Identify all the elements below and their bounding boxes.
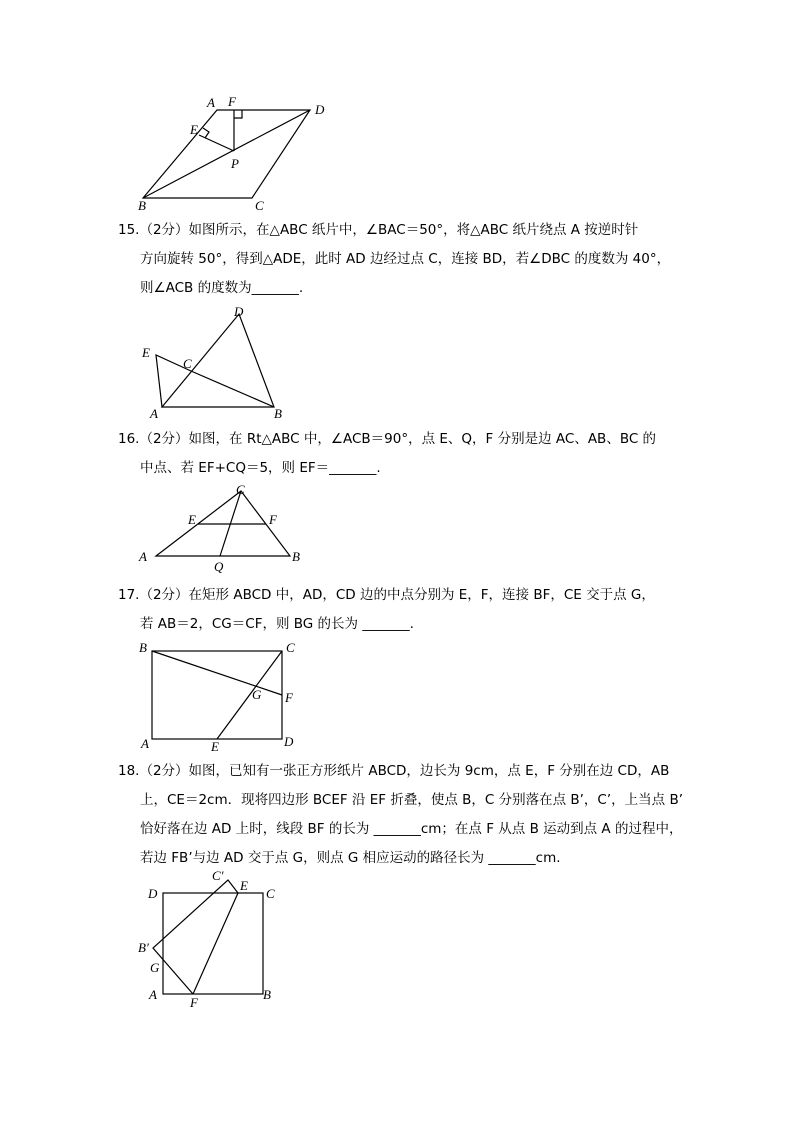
segment-bc	[191, 371, 274, 407]
label-b-prime: B′	[138, 940, 149, 955]
question-17-line-2: 若 AB＝2，CG＝CF，则 BG 的长为 _______.	[140, 616, 414, 632]
square-abcd	[163, 893, 263, 994]
label-a: A	[141, 736, 149, 751]
segment-bf	[152, 651, 282, 695]
segment-ce	[217, 651, 282, 739]
label-f: F	[269, 512, 277, 527]
label-p: P	[231, 156, 239, 171]
right-angle-mark-f	[234, 110, 242, 118]
label-e: E	[142, 345, 150, 360]
figure-15	[135, 300, 295, 425]
question-16-line-2: 中点、若 EF+CQ＝5，则 EF＝_______.	[140, 460, 381, 476]
figure-16	[135, 480, 310, 575]
rectangle-abcd	[152, 651, 282, 739]
question-16	[118, 425, 698, 483]
label-c: C	[236, 482, 245, 497]
label-e: E	[188, 512, 196, 527]
label-g: G	[252, 687, 262, 702]
label-b: B	[263, 987, 271, 1002]
label-d: D	[315, 102, 325, 117]
label-f: F	[228, 94, 236, 109]
label-e: E	[190, 122, 198, 137]
label-f: F	[285, 690, 293, 705]
label-d: D	[234, 304, 244, 319]
question-15-line-3: 则∠ACB 的度数为_______.	[140, 280, 304, 296]
triangle-abd	[162, 314, 274, 407]
label-a: A	[150, 406, 158, 421]
label-c: C	[255, 198, 264, 213]
folded-edge-e-c-b-f	[153, 880, 238, 994]
question-15-line-2: 方向旋转 50°，得到△ADE，此时 AD 边经过点 C，连接 BD，若∠DBC 的度数为 40°，	[140, 251, 671, 267]
question-17	[118, 581, 698, 639]
question-18	[118, 757, 698, 873]
label-b: B	[138, 198, 146, 213]
question-18-line-2: 上，CE＝2cm．现将四边形 BCEF 沿 EF 折叠，使点 B，C 分别落在点 B’，C’，上当点 B’	[140, 792, 683, 808]
label-a: A	[149, 987, 157, 1002]
question-18-line-4: 若边 FB’与边 AD 交于点 G，则点 G 相应运动的路径长为 _______cm.	[140, 850, 561, 866]
label-d: D	[284, 734, 294, 749]
segment-ep	[199, 135, 234, 151]
label-b: B	[139, 640, 147, 655]
question-15	[118, 216, 698, 303]
figure-17	[135, 638, 305, 753]
label-f: F	[190, 995, 198, 1010]
label-b: B	[274, 406, 282, 421]
question-17-line-1: 17.（2分）在矩形 ABCD 中，AD，CD 边的中点分别为 E，F，连接 BF，CE 交于点 G，	[118, 587, 655, 603]
label-c: C	[286, 640, 295, 655]
right-angle-mark-e	[203, 128, 209, 138]
question-15-line-1: 15.（2分）如图所示，在△ABC 纸片中，∠BAC＝50°，将△ABC 纸片绕点 A 按逆时针	[118, 222, 639, 238]
label-c: C	[183, 356, 192, 371]
label-q: Q	[214, 559, 224, 574]
label-e: E	[211, 739, 219, 754]
label-g: G	[150, 960, 160, 975]
question-16-line-1: 16.（2分）如图，在 Rt△ABC 中，∠ACB＝90°，点 E、Q，F 分别是边 AC、AB、BC 的	[118, 431, 657, 447]
label-d: D	[148, 886, 158, 901]
fold-line-ef	[193, 893, 238, 994]
label-c: C	[266, 886, 275, 901]
figure-18	[135, 868, 285, 1013]
figure-14	[135, 92, 335, 217]
label-a: A	[139, 549, 147, 564]
label-b: B	[292, 549, 300, 564]
question-18-line-1: 18.（2分）如图，已知有一张正方形纸片 ABCD，边长为 9cm，点 E，F 分别在边 CD，AB	[118, 763, 670, 779]
label-a: A	[207, 95, 215, 110]
diagonal-bd	[143, 110, 310, 198]
question-18-line-3: 恰好落在边 AD 上时，线段 BF 的长为 _______cm；在点 F 从点 B 运动到点 A 的过程中，	[140, 821, 683, 837]
label-c-prime: C′	[212, 868, 224, 883]
label-e: E	[240, 878, 248, 893]
